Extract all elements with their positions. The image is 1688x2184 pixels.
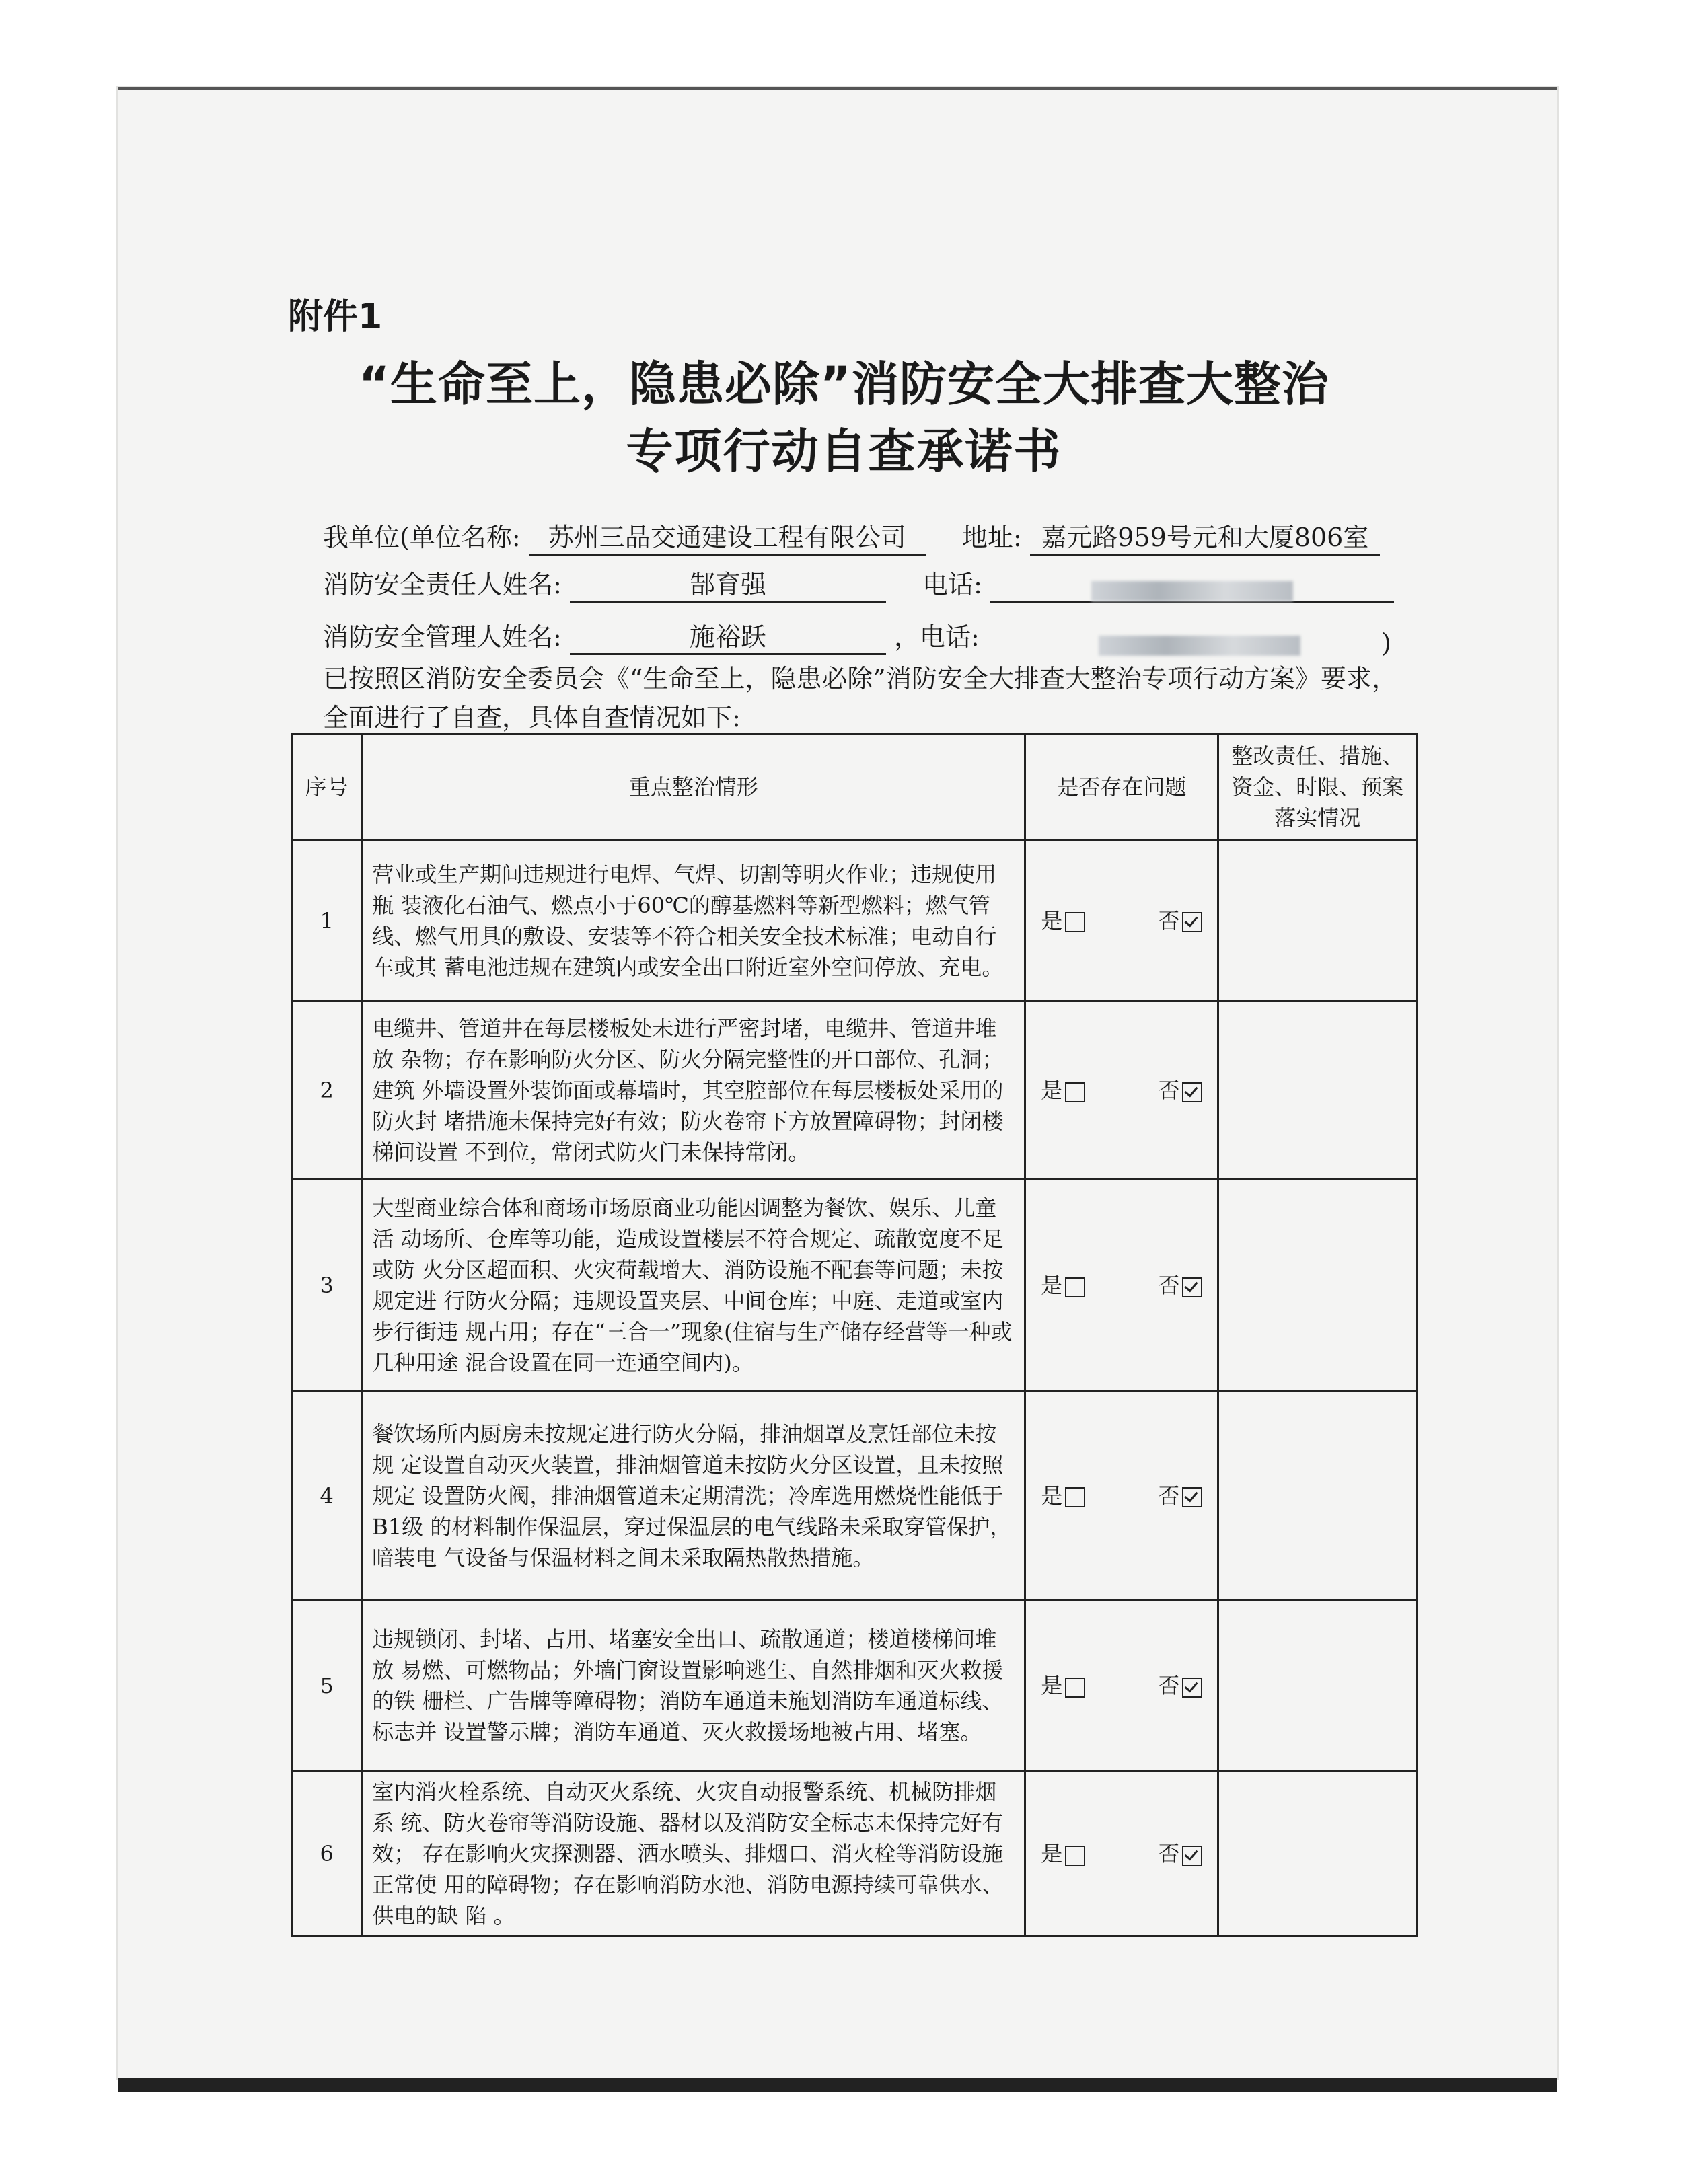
- table-row: [292, 1180, 1417, 1392]
- intro-line2: 全面进行了自查，具体自查情况如下:: [323, 703, 741, 732]
- row-no: 5: [292, 1600, 362, 1772]
- top-edge-line: [118, 87, 1557, 90]
- header-question: 是否存在问题: [1025, 735, 1218, 840]
- header-fix: 整改责任、措施、资金、时限、预案落实情况: [1218, 735, 1417, 840]
- row-question: [1025, 840, 1218, 1002]
- yes-checkbox[interactable]: [1065, 912, 1085, 932]
- yes-checkbox[interactable]: [1065, 1487, 1085, 1507]
- table-row: [292, 840, 1417, 1002]
- unit-name-field: 苏州三品交通建设工程有限公司: [529, 517, 926, 556]
- table-row: [292, 1772, 1417, 1936]
- row-fix: [1218, 1392, 1417, 1600]
- self-check-table: [291, 733, 1418, 1937]
- row-no: 2: [292, 1002, 362, 1180]
- yes-checkbox[interactable]: [1065, 1678, 1085, 1698]
- responsible-label: 消防安全责任人姓名:: [323, 570, 562, 599]
- no-checkbox-checked[interactable]: [1182, 1277, 1202, 1297]
- header-no: 序号: [292, 735, 362, 840]
- row-text: 大型商业综合体和商场市场原商业功能因调整为餐饮、娱乐、儿童活 动场所、仓库等功能，造成设置楼层不符合规定、疏散宽度不足或防 火分区超面积、火灾荷载增大、消防设施不配套等问题；未按规定进 行防火分隔；违规设置夹层、中间仓库；中庭、走道或室内步行街违 规占用；存在“三合一”现象(住宿与生产储存经营等一种或几种用途 混合设置在同一连通空间内)。: [362, 1180, 1025, 1392]
- row-no: 3: [292, 1180, 362, 1392]
- row-no: 6: [292, 1772, 362, 1936]
- document-title-line1: “生命至上，隐患必除”消防安全大排查大整治: [358, 356, 1329, 412]
- yes-checkbox[interactable]: [1065, 1277, 1085, 1297]
- no-option[interactable]: 否: [1158, 1270, 1202, 1301]
- yes-checkbox[interactable]: [1065, 1846, 1085, 1866]
- no-option[interactable]: 否: [1158, 1838, 1202, 1869]
- header-item: 重点整治情形: [362, 735, 1025, 840]
- table-header-row: [292, 735, 1417, 840]
- row-fix: [1218, 1002, 1417, 1180]
- manager-phone-field: [988, 628, 1391, 658]
- manager-name-field: 施裕跃: [570, 616, 886, 655]
- no-option[interactable]: 否: [1158, 1670, 1202, 1701]
- yes-option[interactable]: 是: [1041, 1075, 1085, 1106]
- row-question: [1025, 1600, 1218, 1772]
- redacted-phone: [1091, 581, 1293, 601]
- row-question: [1025, 1180, 1218, 1392]
- redacted-phone: [1099, 636, 1300, 656]
- responsible-name-field: 郜育强: [570, 564, 886, 603]
- row-question: [1025, 1002, 1218, 1180]
- responsible-phone-label: 电话:: [922, 570, 982, 599]
- table-row: [292, 1600, 1417, 1772]
- closing-paren: ): [1381, 628, 1391, 658]
- responsible-line: [323, 564, 1394, 603]
- yes-option[interactable]: 是: [1041, 905, 1085, 936]
- no-option[interactable]: 否: [1158, 905, 1202, 936]
- row-question: [1025, 1772, 1218, 1936]
- document-title-line2: 专项行动自查承诺书: [626, 424, 1062, 479]
- yes-checkbox[interactable]: [1065, 1082, 1085, 1102]
- yes-option[interactable]: 是: [1041, 1838, 1085, 1869]
- intro-line1: 已按照区消防安全委员会《“生命至上，隐患必除”消防安全大排查大整治专项行动方案》要求，: [323, 664, 1397, 693]
- row-no: 1: [292, 840, 362, 1002]
- address-label: 地址:: [961, 523, 1022, 552]
- no-option[interactable]: 否: [1158, 1480, 1202, 1511]
- manager-label: 消防安全管理人姓名:: [323, 622, 562, 652]
- no-checkbox-checked[interactable]: [1182, 1082, 1202, 1102]
- row-fix: [1218, 1600, 1417, 1772]
- unit-line: [323, 517, 1380, 556]
- row-text: 电缆井、管道井在每层楼板处未进行严密封堵，电缆井、管道井堆放 杂物；存在影响防火分区、防火分隔完整性的开口部位、孔洞；建筑 外墙设置外装饰面或幕墙时，其空腔部位在每层楼板处采用的防火封 堵措施未保持完好有效；防火卷帘下方放置障碍物；封闭楼梯间设置 不到位，常闭式防火门未保持常闭。: [362, 1002, 1025, 1180]
- table-row: [292, 1002, 1417, 1180]
- no-checkbox-checked[interactable]: [1182, 912, 1202, 932]
- unit-label: 我单位(单位名称:: [323, 523, 521, 552]
- manager-phone-label: ，电话:: [894, 622, 980, 652]
- table-row: [292, 1392, 1417, 1600]
- yes-option[interactable]: 是: [1041, 1670, 1085, 1701]
- row-text: 营业或生产期间违规进行电焊、气焊、切割等明火作业；违规使用瓶 装液化石油气、燃点小于60℃的醇基燃料等新型燃料；燃气管线、燃气用具的敷设、安装等不符合相关安全技术标准；电动自行车或其 蓄电池违规在建筑内或安全出口附近室外空间停放、充电。: [362, 840, 1025, 1002]
- row-text: 餐饮场所内厨房未按规定进行防火分隔，排油烟罩及烹饪部位未按规 定设置自动灭火装置，排油烟管道未按防火分区设置，且未按照规定 设置防火阀，排油烟管道未定期清洗；冷库选用燃烧性能低于B1级 的材料制作保温层，穿过保温层的电气线路未采取穿管保护，暗装电 气设备与保温材料之间未采取隔热散热措施。: [362, 1392, 1025, 1600]
- row-text: 违规锁闭、封堵、占用、堵塞安全出口、疏散通道；楼道楼梯间堆放 易燃、可燃物品；外墙门窗设置影响逃生、自然排烟和灭火救援的铁 栅栏、广告牌等障碍物；消防车通道未施划消防车通道标线、标志并 设置警示牌；消防车通道、灭火救援场地被占用、堵塞。: [362, 1600, 1025, 1772]
- row-question: [1025, 1392, 1218, 1600]
- yes-option[interactable]: 是: [1041, 1480, 1085, 1511]
- bottom-edge-line: [118, 2078, 1557, 2092]
- row-text: 室内消火栓系统、自动灭火系统、火灾自动报警系统、机械防排烟系 统、防火卷帘等消防设施、器材以及消防安全标志未保持完好有效； 存在影响火灾探测器、洒水喷头、排烟口、消火栓等消防设施正常使 用的障碍物；存在影响消防水池、消防电源持续可靠供水、供电的缺 陷 。: [362, 1772, 1025, 1936]
- address-field: 嘉元路959号元和大厦806室: [1030, 517, 1380, 556]
- annex-label: 附件1: [288, 297, 383, 337]
- manager-line: [323, 616, 1391, 658]
- row-fix: [1218, 1772, 1417, 1936]
- responsible-phone-field: [990, 574, 1394, 603]
- no-checkbox-checked[interactable]: [1182, 1487, 1202, 1507]
- row-fix: [1218, 1180, 1417, 1392]
- no-checkbox-checked[interactable]: [1182, 1678, 1202, 1698]
- no-option[interactable]: 否: [1158, 1075, 1202, 1106]
- row-no: 4: [292, 1392, 362, 1600]
- row-fix: [1218, 840, 1417, 1002]
- yes-option[interactable]: 是: [1041, 1270, 1085, 1301]
- no-checkbox-checked[interactable]: [1182, 1846, 1202, 1866]
